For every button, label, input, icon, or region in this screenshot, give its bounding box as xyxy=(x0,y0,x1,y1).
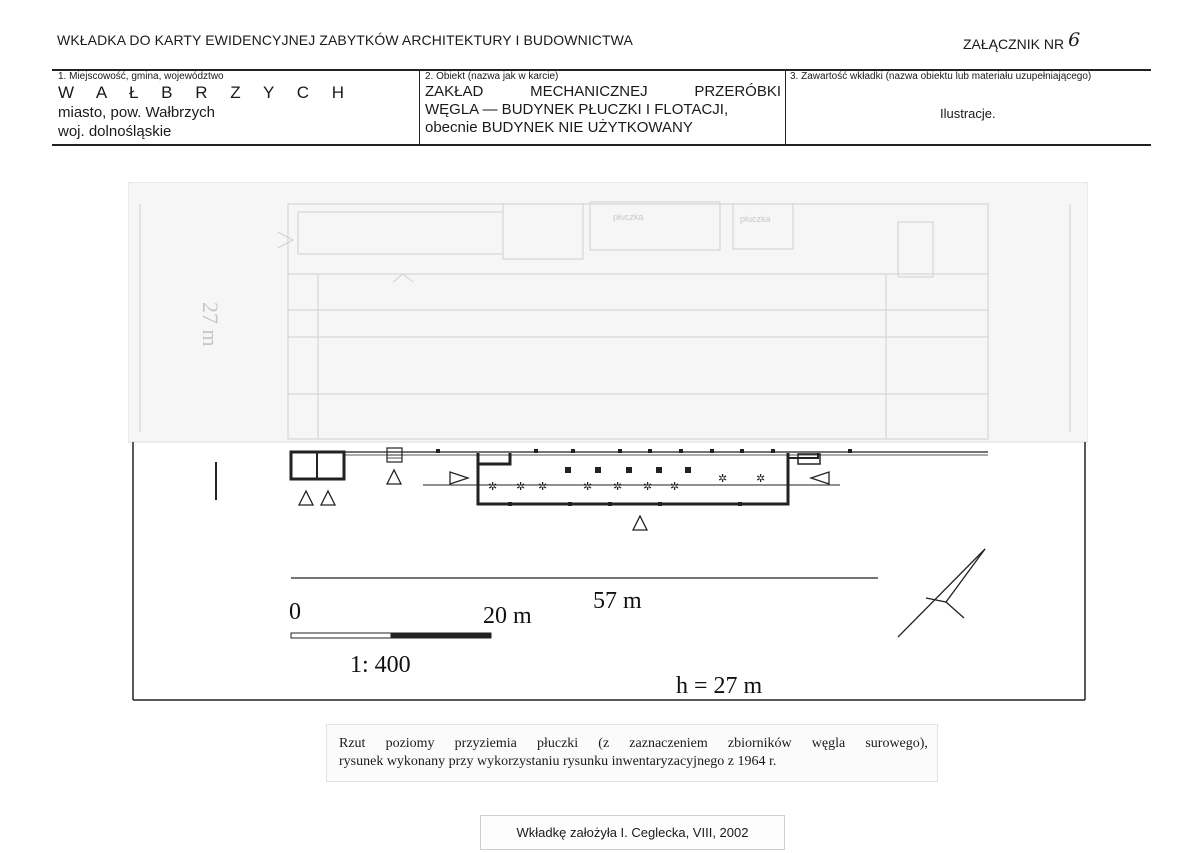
caption-word: surowego), xyxy=(865,736,928,751)
object-word: PRZERÓBKI xyxy=(694,83,781,100)
town-district: miasto, pow. Wałbrzych xyxy=(58,104,215,121)
object-word: ZAKŁAD xyxy=(425,83,484,100)
flow-arrows xyxy=(450,472,829,484)
caption-word: przyziemia xyxy=(454,736,517,751)
object-word: MECHANICZNEJ xyxy=(530,83,648,100)
form-object-cell xyxy=(425,71,785,137)
document-title: WKŁADKA DO KARTY EWIDENCYJNEJ ZABYTKÓW ARCHITEKTURY I BUDOWNICTWA xyxy=(57,32,633,48)
scale-bar-white xyxy=(291,633,391,638)
object-name-line3: obecnie BUDYNEK NIE UŻYTKOWANY xyxy=(425,119,693,136)
svg-text:✲: ✲ xyxy=(643,480,653,493)
svg-text:✲: ✲ xyxy=(718,472,728,485)
form-contents-cell xyxy=(790,71,1150,143)
object-field-label: 2. Obiekt (nazwa jak w karcie) xyxy=(425,71,559,82)
attachment-label-group xyxy=(963,29,1081,54)
plan-walls xyxy=(291,452,988,504)
object-name-line1 xyxy=(425,83,781,101)
location-field-label: 1. Miejscowość, gmina, województwo xyxy=(58,71,224,82)
svg-text:✲: ✲ xyxy=(583,480,593,493)
length-label: 57 m xyxy=(593,588,642,614)
town-voivodeship: woj. dolnośląskie xyxy=(58,123,172,140)
coal-bunker-markers xyxy=(565,467,691,473)
caption-word: węgla xyxy=(811,736,846,751)
caption-line1 xyxy=(339,735,928,752)
form-column-divider xyxy=(785,69,786,145)
attachment-number: 6 xyxy=(1068,29,1081,51)
ghost-overlay-sheet xyxy=(128,182,1088,442)
form-bottom-rule xyxy=(52,144,1151,146)
figure-caption xyxy=(326,724,938,782)
form-location-cell xyxy=(58,71,413,141)
svg-text:✲: ✲ xyxy=(516,480,526,493)
equipment-symbols xyxy=(488,472,765,493)
svg-text:✲: ✲ xyxy=(670,480,680,493)
floor-plan-svg xyxy=(128,182,1088,708)
svg-text:✲: ✲ xyxy=(756,472,766,485)
scale-bar-black xyxy=(391,633,491,638)
ghost-side-dimension: 27 m xyxy=(198,302,223,347)
caption-word: zbiorników xyxy=(727,736,792,751)
scale-ratio: 1: 400 xyxy=(350,652,411,678)
entrance-triangles xyxy=(299,470,647,530)
author-footer: Wkładkę założyła I. Ceglecka, VIII, 2002 xyxy=(480,815,785,850)
svg-text:✲: ✲ xyxy=(613,480,623,493)
svg-text:✲: ✲ xyxy=(538,480,548,493)
scale-zero: 0 xyxy=(289,599,301,625)
height-label: h = 27 m xyxy=(676,673,763,699)
caption-word: Rzut xyxy=(339,736,366,751)
contents-value: Ilustracje. xyxy=(940,106,996,121)
town-name: W A Ł B R Z Y C H xyxy=(58,83,354,102)
svg-text:✲: ✲ xyxy=(488,480,498,493)
caption-line2: rysunek wykonany przy wykorzystaniu rysunku inwentaryzacyjnego z 1964 r. xyxy=(339,754,777,769)
object-name-line2: WĘGLA — BUDYNEK PŁUCZKI I FLOTACJI, xyxy=(425,101,729,118)
form-column-divider xyxy=(419,69,420,145)
staircase-steps xyxy=(387,452,402,458)
scale-end: 20 m xyxy=(483,603,532,629)
caption-word: poziomy xyxy=(385,736,435,751)
caption-word: płuczki xyxy=(536,736,579,751)
floor-plan-drawing xyxy=(128,182,1088,708)
contents-field-label: 3. Zawartość wkładki (nazwa obiektu lub materiału uzupełniającego) xyxy=(790,71,1092,82)
caption-word: (z xyxy=(598,736,610,751)
north-arrow-icon xyxy=(898,549,985,637)
caption-word: zaznaczeniem xyxy=(629,736,708,751)
ghost-room-label: płuczka xyxy=(613,212,644,222)
ghost-room-label: płuczka xyxy=(740,214,771,224)
attachment-label: ZAŁĄCZNIK NR xyxy=(963,36,1065,52)
